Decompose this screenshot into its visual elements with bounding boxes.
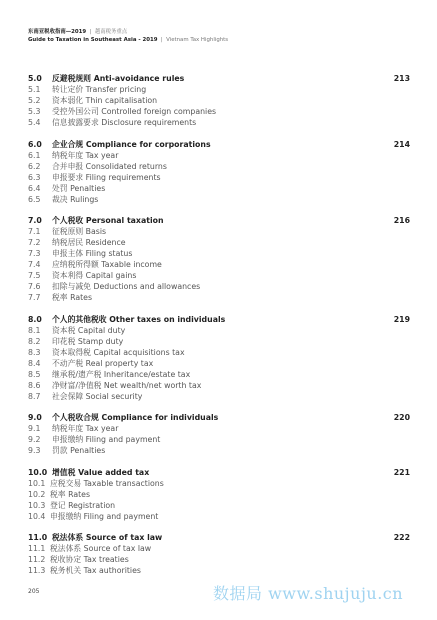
header-subtitle-en: Vietnam Tax Highlights	[166, 37, 229, 43]
subsection-title: 申报缴纳 Filing and payment	[50, 511, 159, 521]
header-separator: |	[159, 37, 165, 43]
subsection-title: 申报缴纳 Filing and payment	[52, 435, 161, 444]
subsection-number: 11.2	[28, 555, 46, 564]
subsection-title: 信息披露要求 Disclosure requirements	[52, 118, 197, 127]
section-number: 8.0	[28, 314, 42, 324]
section-number: 7.0	[28, 216, 42, 225]
toc-subsection[interactable]	[28, 117, 410, 128]
section-title: 企业合规 Compliance for corporations	[52, 139, 211, 149]
subsection-number: 5.1	[28, 85, 41, 94]
subsection-number: 10.4	[28, 511, 46, 521]
subsection-number: 6.1	[28, 150, 41, 160]
subsection-number: 7.2	[28, 238, 41, 247]
toc-subsection[interactable]	[28, 325, 410, 336]
toc-subsection[interactable]	[28, 281, 410, 292]
section-title: 个人税收合规 Compliance for individuals	[52, 413, 219, 422]
toc-subsection[interactable]	[28, 347, 410, 358]
subsection-number: 10.3	[28, 500, 46, 510]
toc-subsection[interactable]	[28, 380, 410, 391]
subsection-title: 裁决 Rulings	[52, 194, 99, 204]
subsection-number: 10.2	[28, 489, 46, 499]
toc-section	[28, 314, 410, 402]
toc-subsection[interactable]	[28, 172, 410, 183]
section-number: 11.0	[28, 533, 48, 542]
subsection-number: 9.3	[28, 446, 41, 455]
toc-subsection[interactable]	[28, 161, 410, 172]
toc-section-heading[interactable]	[28, 215, 410, 226]
subsection-number: 6.4	[28, 183, 41, 193]
header-subtitle-cn: 越南税务重点	[94, 29, 128, 35]
section-page-number: 216	[393, 216, 410, 225]
toc-subsection[interactable]	[28, 84, 410, 95]
toc-subsection[interactable]	[28, 237, 410, 248]
subsection-number: 8.3	[28, 347, 41, 357]
subsection-title: 应纳税所得额 Taxable income	[52, 260, 162, 269]
section-page-number: 213	[393, 74, 410, 83]
toc-section-heading[interactable]	[28, 139, 410, 150]
toc-subsection[interactable]	[28, 106, 410, 117]
header-separator: |	[87, 29, 94, 35]
toc-subsection[interactable]	[28, 554, 410, 565]
toc-section-heading[interactable]	[28, 532, 410, 543]
toc-subsection[interactable]	[28, 226, 410, 237]
subsection-number: 5.3	[28, 107, 41, 116]
subsection-number: 7.3	[28, 249, 41, 258]
header-title-cn: 东南亚税收指南—2019	[28, 29, 87, 35]
toc-subsection[interactable]	[28, 478, 410, 489]
toc-subsection[interactable]	[28, 248, 410, 259]
toc-section-heading[interactable]	[28, 73, 410, 84]
toc-subsection[interactable]	[28, 565, 410, 576]
section-title: 个人的其他税收 Other taxes on individuals	[52, 314, 226, 324]
subsection-title: 资本弱化 Thin capitalisation	[52, 96, 158, 105]
subsection-title: 纳税居民 Residence	[52, 238, 126, 247]
toc-subsection[interactable]	[28, 183, 410, 194]
toc-subsection[interactable]	[28, 292, 410, 303]
subsection-title: 纳税年度 Tax year	[52, 424, 119, 433]
page-header	[28, 28, 228, 44]
toc-section	[28, 532, 410, 576]
header-line-chinese	[28, 28, 228, 36]
subsection-title: 税率 Rates	[50, 489, 91, 499]
subsection-number: 7.5	[28, 271, 41, 280]
subsection-number: 9.1	[28, 424, 41, 433]
section-title: 个人税收 Personal taxation	[52, 216, 164, 225]
subsection-number: 8.1	[28, 325, 41, 335]
section-number: 10.0	[28, 467, 48, 477]
toc-subsection[interactable]	[28, 500, 410, 511]
toc-section	[28, 467, 410, 522]
subsection-title: 印花税 Stamp duty	[52, 336, 124, 346]
subsection-title: 处罚 Penalties	[52, 183, 106, 193]
subsection-number: 7.7	[28, 293, 41, 302]
watermark: 数据局 www.shujuju.cn	[213, 584, 404, 603]
subsection-title: 税法体系 Source of tax law	[50, 544, 152, 553]
toc-section	[28, 139, 410, 205]
subsection-number: 5.4	[28, 118, 41, 127]
subsection-title: 受控外国公司 Controlled foreign companies	[52, 107, 217, 116]
toc-section	[28, 73, 410, 128]
subsection-number: 10.1	[28, 478, 46, 488]
toc-section	[28, 215, 410, 303]
subsection-title: 应税交易 Taxable transactions	[50, 478, 164, 488]
toc-subsection[interactable]	[28, 369, 410, 380]
toc-subsection[interactable]	[28, 150, 410, 161]
section-number: 5.0	[28, 74, 42, 83]
subsection-title: 合并申报 Consolidated returns	[52, 161, 167, 171]
subsection-number: 7.1	[28, 227, 41, 236]
subsection-title: 纳税年度 Tax year	[52, 150, 119, 160]
section-page-number: 220	[393, 413, 410, 422]
header-line-english	[28, 36, 228, 44]
header-title-en: Guide to Taxation in Southeast Asia - 2019	[28, 37, 158, 43]
toc-subsection[interactable]	[28, 336, 410, 347]
section-page-number: 221	[393, 467, 410, 477]
subsection-title: 税收协定 Tax treaties	[50, 555, 129, 564]
section-number: 9.0	[28, 413, 42, 422]
toc-section-heading[interactable]	[28, 412, 410, 423]
section-page-number: 222	[393, 533, 410, 542]
subsection-title: 扣除与减免 Deductions and allowances	[52, 282, 201, 291]
section-title: 税法体系 Source of tax law	[52, 533, 163, 542]
subsection-title: 税务机关 Tax authorities	[50, 566, 141, 575]
section-page-number: 219	[393, 314, 410, 324]
subsection-number: 6.3	[28, 172, 41, 182]
toc-subsection[interactable]	[28, 358, 410, 369]
subsection-number: 8.4	[28, 358, 41, 368]
page-number: 205	[28, 588, 40, 595]
subsection-title: 申报要求 Filing requirements	[52, 172, 161, 182]
subsection-title: 继承税/遗产税 Inheritance/estate tax	[52, 369, 191, 379]
subsection-title: 登记 Registration	[50, 500, 116, 510]
section-number: 6.0	[28, 139, 42, 149]
toc-subsection[interactable]	[28, 270, 410, 281]
toc-subsection[interactable]	[28, 511, 410, 522]
table-of-contents	[28, 73, 410, 587]
subsection-number: 6.5	[28, 194, 41, 204]
subsection-title: 净财富/净值税 Net wealth/net worth tax	[52, 380, 202, 390]
section-title: 增值税 Value added tax	[52, 467, 150, 477]
subsection-number: 7.4	[28, 260, 41, 269]
subsection-title: 社会保障 Social security	[52, 391, 143, 401]
subsection-number: 7.6	[28, 282, 41, 291]
toc-subsection[interactable]	[28, 434, 410, 445]
subsection-number: 11.3	[28, 566, 46, 575]
subsection-title: 税率 Rates	[52, 293, 93, 302]
toc-subsection[interactable]	[28, 95, 410, 106]
subsection-title: 转让定价 Transfer pricing	[52, 85, 147, 94]
subsection-number: 5.2	[28, 96, 41, 105]
subsection-title: 不动产税 Real property tax	[52, 358, 154, 368]
section-title: 反避税规则 Anti-avoidance rules	[52, 74, 185, 83]
subsection-number: 11.1	[28, 544, 46, 553]
subsection-title: 资本税 Capital duty	[52, 325, 126, 335]
subsection-number: 8.5	[28, 369, 41, 379]
subsection-title: 资本取得税 Capital acquisitions tax	[52, 347, 185, 357]
subsection-title: 征税原则 Basis	[52, 227, 107, 236]
section-page-number: 214	[393, 139, 410, 149]
toc-section	[28, 412, 410, 456]
toc-subsection[interactable]	[28, 489, 410, 500]
subsection-title: 罚款 Penalties	[52, 446, 106, 455]
toc-subsection[interactable]	[28, 423, 410, 434]
subsection-number: 8.6	[28, 380, 41, 390]
subsection-number: 6.2	[28, 161, 41, 171]
toc-subsection[interactable]	[28, 391, 410, 402]
toc-subsection[interactable]	[28, 194, 410, 205]
toc-subsection[interactable]	[28, 543, 410, 554]
subsection-number: 8.2	[28, 336, 41, 346]
toc-section-heading[interactable]	[28, 467, 410, 478]
subsection-number: 9.2	[28, 435, 41, 444]
subsection-number: 8.7	[28, 391, 41, 401]
toc-subsection[interactable]	[28, 259, 410, 270]
toc-section-heading[interactable]	[28, 314, 410, 325]
subsection-title: 资本利得 Capital gains	[52, 271, 137, 280]
subsection-title: 申报主体 Filing status	[52, 249, 133, 258]
toc-subsection[interactable]	[28, 445, 410, 456]
